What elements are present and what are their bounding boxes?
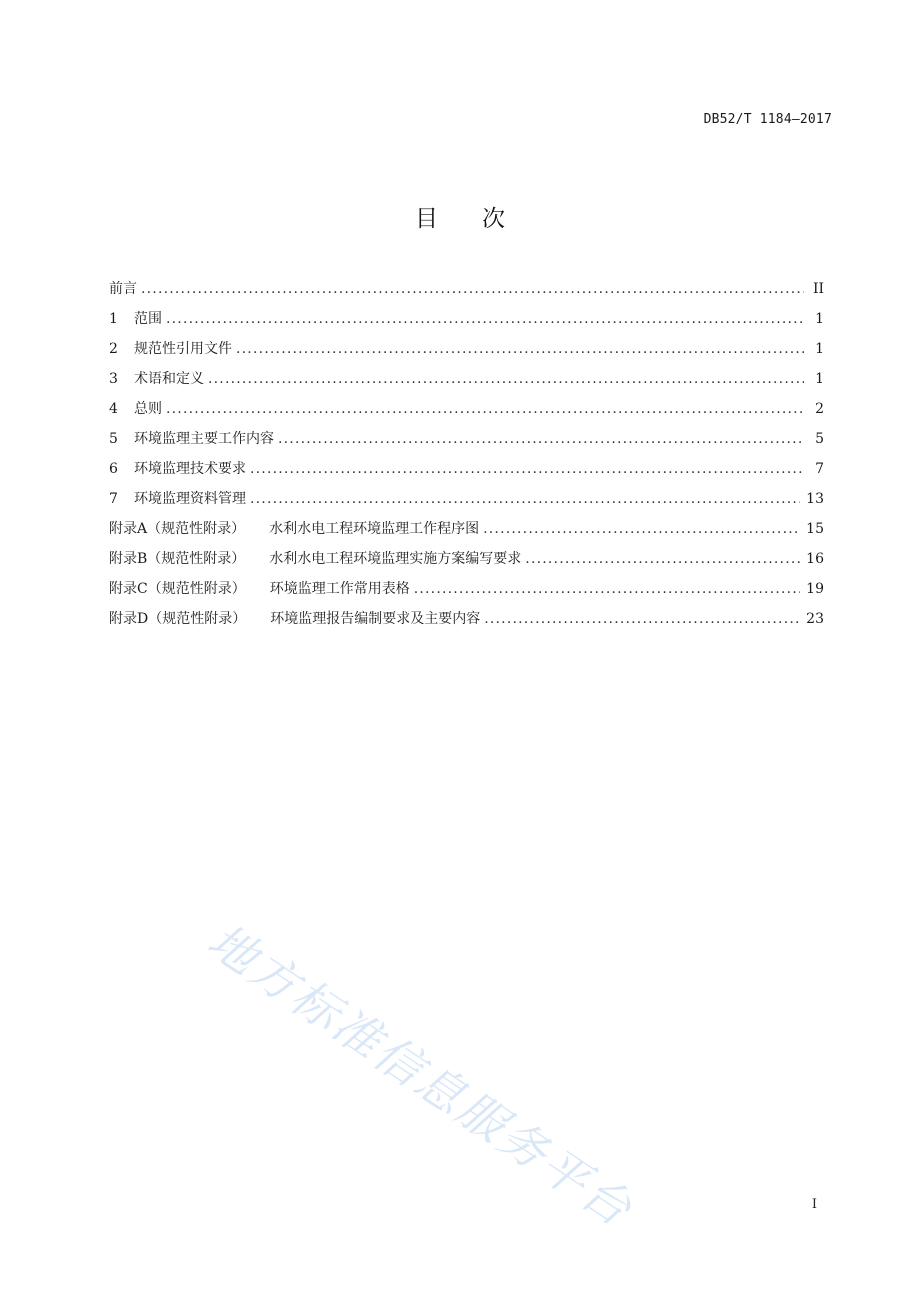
toc-dot-leader — [414, 581, 800, 597]
toc-entry-number: 6 — [109, 461, 118, 477]
toc-dot-leader — [278, 431, 804, 447]
toc-entry-number: 3 — [109, 371, 118, 387]
toc-entry-records-management[interactable] — [109, 488, 824, 518]
toc-entry-annex-c[interactable] — [109, 578, 824, 608]
watermark: 地方标准信息服务平台 — [197, 913, 643, 1239]
toc-entry-general[interactable] — [109, 398, 824, 428]
toc-dot-leader — [166, 401, 804, 417]
toc-entry-page: 1 — [815, 341, 824, 357]
toc-dot-leader — [250, 461, 804, 477]
toc-entry-page: 2 — [815, 401, 824, 417]
toc-entry-page: II — [812, 281, 824, 297]
toc-annex-designation: 附录A（规范性附录） — [109, 521, 246, 537]
toc-entry-annex-a[interactable] — [109, 518, 824, 548]
toc-entry-normative-references[interactable] — [109, 338, 824, 368]
toc-entry-page: 13 — [806, 491, 824, 507]
table-of-contents — [109, 278, 824, 638]
toc-entry-number: 4 — [109, 401, 118, 417]
toc-entry-technical-requirements[interactable] — [109, 458, 824, 488]
page-number: I — [811, 1197, 817, 1212]
toc-entry-terms-definitions[interactable] — [109, 368, 824, 398]
toc-dot-leader — [141, 281, 804, 297]
toc-annex-designation: 附录C（规范性附录） — [109, 581, 246, 597]
toc-entry-page: 23 — [806, 611, 824, 627]
toc-entry-label: 环境监理资料管理 — [134, 491, 246, 507]
toc-entry-page: 15 — [806, 521, 824, 537]
toc-entry-label: 范围 — [134, 311, 162, 327]
toc-entry-page: 19 — [806, 581, 824, 597]
standard-code: DB52/T 1184—2017 — [703, 112, 832, 127]
toc-entry-label: 规范性引用文件 — [134, 341, 232, 357]
toc-dot-leader — [483, 521, 800, 537]
toc-entry-page: 1 — [815, 371, 824, 387]
toc-entry-annex-b[interactable] — [109, 548, 824, 578]
toc-entry-label: 总则 — [134, 401, 162, 417]
toc-dot-leader — [250, 491, 800, 507]
toc-entry-number: 7 — [109, 491, 118, 507]
toc-entry-label: 水利水电工程环境监理实施方案编写要求 — [269, 551, 522, 567]
toc-entry-label: 环境监理工作常用表格 — [269, 581, 410, 597]
toc-entry-scope[interactable] — [109, 308, 824, 338]
toc-dot-leader — [525, 551, 800, 567]
toc-dot-leader — [208, 371, 804, 387]
toc-entry-page: 1 — [815, 311, 824, 327]
toc-entry-label: 水利水电工程环境监理工作程序图 — [269, 521, 480, 537]
toc-entry-number: 5 — [109, 431, 118, 447]
toc-annex-designation: 附录D（规范性附录） — [109, 611, 247, 627]
toc-entry-page: 5 — [815, 431, 824, 447]
toc-entry-foreword[interactable] — [109, 278, 824, 308]
toc-entry-page: 7 — [815, 461, 824, 477]
toc-dot-leader — [166, 311, 804, 327]
toc-entry-label: 术语和定义 — [134, 371, 204, 387]
toc-entry-page: 16 — [806, 551, 824, 567]
toc-entry-annex-d[interactable] — [109, 608, 824, 638]
toc-entry-number: 2 — [109, 341, 118, 357]
toc-dot-leader — [484, 611, 800, 627]
page-title: 目次 — [415, 206, 549, 232]
toc-entry-label: 环境监理主要工作内容 — [134, 431, 274, 447]
toc-entry-label: 前言 — [109, 281, 137, 297]
toc-entry-label: 环境监理报告编制要求及主要内容 — [270, 611, 481, 627]
toc-entry-label: 环境监理技术要求 — [134, 461, 246, 477]
toc-entry-main-work[interactable] — [109, 428, 824, 458]
toc-entry-number: 1 — [109, 311, 118, 327]
toc-dot-leader — [236, 341, 804, 357]
toc-annex-designation: 附录B（规范性附录） — [109, 551, 246, 567]
